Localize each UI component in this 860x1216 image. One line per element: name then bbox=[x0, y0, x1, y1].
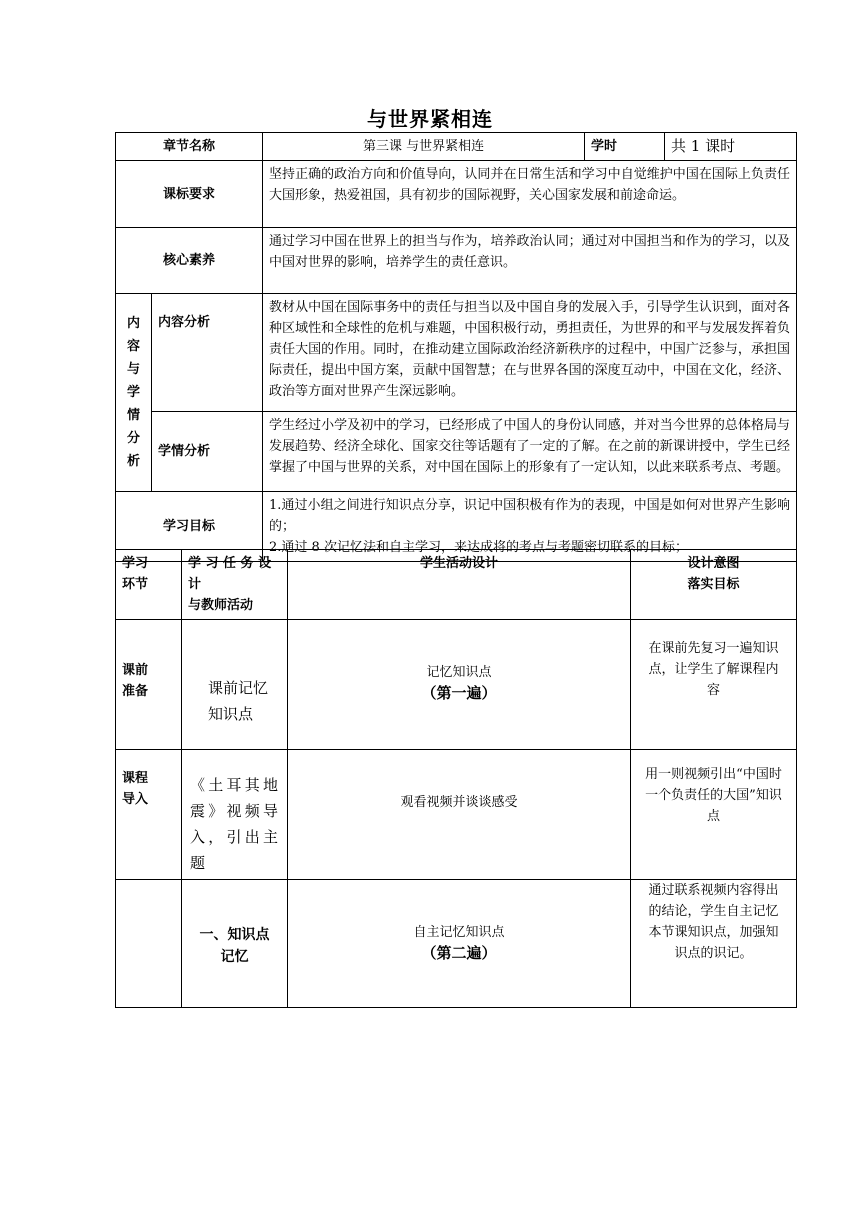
intent-cell: 在课前先复习一遍知识点，让学生了解课程内容 bbox=[631, 620, 797, 750]
curriculum-standard-label: 课标要求 bbox=[116, 161, 263, 228]
core-literacy-label: 核心素养 bbox=[116, 228, 263, 294]
student-analysis-label: 学情分析 bbox=[152, 412, 263, 492]
class-hours-label: 学时 bbox=[585, 133, 665, 161]
learning-goal-item: 2.通过 8 次记忆法和自主学习，来达成将的考点与考题密切联系的目标； bbox=[269, 540, 688, 555]
activity-text: 观看视频并谈谈感受 bbox=[400, 795, 518, 810]
task-cell: 一、知识点 记忆 bbox=[182, 880, 288, 1008]
lesson-plan-table bbox=[115, 549, 797, 1008]
activity-cell bbox=[288, 620, 631, 750]
stage-cell bbox=[116, 880, 182, 1008]
table-row bbox=[116, 750, 797, 880]
activity-cell bbox=[288, 880, 631, 1008]
activity-text: 记忆知识点 bbox=[426, 665, 492, 680]
content-analysis-label: 内容分析 bbox=[152, 294, 263, 412]
curriculum-standard-text: 坚持正确的政治方向和价值导向，认同并在日常生活和学习中自觉维护中国在国际上负责任大国形象，热爱祖国，具有初步的国际视野，关心国家发展和前途命运。 bbox=[263, 161, 797, 228]
stage-cell: 课程 导入 bbox=[116, 750, 182, 880]
activity-pass: （第二遍） bbox=[421, 944, 497, 962]
col-header-stage: 学习 环节 bbox=[116, 550, 182, 620]
col-header-activity: 学生活动设计 bbox=[288, 550, 631, 620]
intent-cell: 用一则视频引出“中国时一个负责任的大国”知识点 bbox=[631, 750, 797, 880]
col-header-intent: 设计意图 落实目标 bbox=[631, 550, 797, 620]
course-info-table bbox=[115, 132, 797, 562]
stage-cell: 课前 准备 bbox=[116, 620, 182, 750]
task-cell: 课前记忆 知识点 bbox=[182, 620, 288, 750]
learning-goal-item: 1.通过小组之间进行知识点分享，识记中国积极有作为的表现，中国是如何对世界产生影响的； bbox=[269, 498, 791, 534]
activity-cell bbox=[288, 750, 631, 880]
chapter-name-label: 章节名称 bbox=[116, 133, 263, 161]
core-literacy-text: 通过学习中国在世界上的担当与作为，培养政治认同；通过对中国担当和作为的学习，以及中国对世界的影响，培养学生的责任意识。 bbox=[263, 228, 797, 294]
analysis-group-label: 内 容 与 学 情 分 析 bbox=[116, 294, 152, 492]
col-header-task: 学 习 任 务 设 计 与教师活动 bbox=[182, 550, 288, 620]
student-analysis-text: 学生经过小学及初中的学习，已经形成了中国人的身份认同感，并对当今世界的总体格局与发展趋势、经济全球化、国家交往等话题有了一定的了解。在之前的新课讲授中，学生已经掌握了中国与世界的关系，对中国在国际上的形象有了一定认知，以此来联系考点、考题。 bbox=[263, 412, 797, 492]
chapter-name-value: 第三课 与世界紧相连 bbox=[263, 133, 585, 161]
intent-cell: 通过联系视频内容得出的结论，学生自主记忆本节课知识点，加强知识点的识记。 bbox=[631, 880, 797, 1008]
activity-text: 自主记忆知识点 bbox=[413, 925, 505, 940]
table-row bbox=[116, 880, 797, 1008]
activity-pass: （第一遍） bbox=[421, 684, 497, 702]
document-title: 与世界紧相连 bbox=[367, 107, 493, 131]
table-row bbox=[116, 620, 797, 750]
learning-goals-label: 学习目标 bbox=[116, 492, 263, 562]
content-analysis-text: 教材从中国在国际事务中的责任与担当以及中国自身的发展入手，引导学生认识到，面对各种区域性和全球性的危机与难题，中国积极行动，勇担责任，为世界的和平与发展发挥着负责任大国的作用。同时，在推动建立国际政治经济新秩序的过程中，中国广泛参与，承担国际责任，提出中国方案，贡献中国智慧；在与世界各国的深度互动中，中国在文化，经济、政治等方面对世界产生深远影响。 bbox=[263, 294, 797, 412]
class-hours-value: 共 1 课时 bbox=[665, 133, 797, 161]
task-cell: 《土耳其地震》视频导入，引出主题 bbox=[182, 750, 288, 880]
